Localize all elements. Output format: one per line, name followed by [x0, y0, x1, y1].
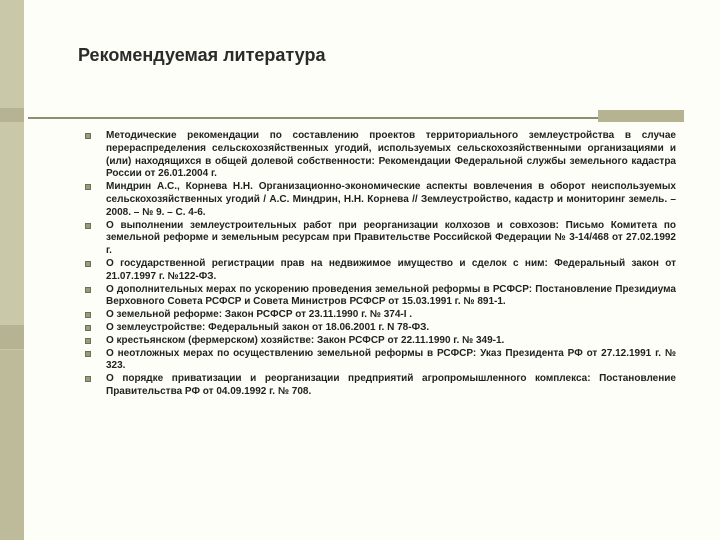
list-item	[84, 348, 676, 374]
reference-text: О землеустройстве: Федеральный закон от 18.06.2001 г. N 78-ФЗ.	[106, 321, 430, 333]
reference-text: Миндрин А.С., Корнева Н.Н. Организационно-экономические аспекты вовлечения в оборот неиспользуемых сельскохозяйственных угодий / А.С. Миндрин, Н.Н. Корнева // Землеустройство, кадастр и мониторинг земель. – 2008. – № 9. – С. 4-6.	[106, 181, 676, 218]
square-bullet-icon	[85, 351, 91, 357]
list-item	[84, 373, 676, 399]
reference-text: О неотложных мерах по осуществлению земельной реформы в РСФСР: Указ Президента РФ от 27.12.1991 г. № 323.	[106, 347, 676, 372]
square-bullet-icon	[85, 223, 91, 229]
strip-band	[0, 108, 24, 122]
reference-text: О выполнении землеустроительных работ при реорганизации колхозов и совхозов: Письмо Комитета по земельной реформе и земельным ресурсам при Правительстве Российской Федерации № 3-14/468 от 27.02.1992 г.	[106, 219, 676, 257]
reference-text: О земельной реформе: Закон РСФСР от 23.11.1990 г. № 374-I .	[106, 309, 413, 321]
title-divider	[28, 117, 684, 119]
square-bullet-icon	[85, 184, 91, 190]
strip-band	[0, 325, 24, 349]
square-bullet-icon	[85, 312, 91, 318]
list-item	[84, 335, 676, 348]
reference-list	[84, 130, 676, 399]
list-item	[84, 130, 676, 181]
square-bullet-icon	[85, 261, 91, 267]
list-item	[84, 220, 676, 258]
reference-text: О порядке приватизации и реорганизации предприятий агропромышленного комплекса: Постановление Правительства РФ от 04.09.1992 г. № 708.	[106, 373, 676, 397]
reference-text: О дополнительных мерах по ускорению проведения земельной реформы в РСФСР: Постановление Президиума Верховного Совета РСФСР и Совета Министров РСФСР от 15.03.1991 г. № 891-1.	[106, 283, 676, 308]
reference-text: О государственной регистрации прав на недвижимое имущество и сделок с ним: Федеральный закон от 21.07.1997 г. №122-ФЗ.	[106, 257, 676, 282]
reference-text: Методические рекомендации по составлению проектов территориального землеустройства в случае перераспределения сельскохозяйственных угодий, используемых сельскохозяйственными организациями и (или) находящихся в общей долевой собственности: Рекомендации Федеральной службы земельного кадастра России от 26.01.2004 г.	[106, 130, 676, 180]
slide-title: Рекомендуемая литература	[78, 45, 326, 65]
left-decorative-strip	[0, 0, 24, 540]
list-item	[84, 309, 676, 322]
reference-text: О крестьянском (фермерском) хозяйстве: Закон РСФСР от 22.11.1990 г. № 349-1.	[106, 334, 505, 346]
square-bullet-icon	[85, 325, 91, 331]
square-bullet-icon	[85, 338, 91, 344]
list-item	[84, 284, 676, 310]
accent-bar	[598, 110, 684, 122]
square-bullet-icon	[85, 133, 91, 139]
list-item	[84, 181, 676, 219]
list-item	[84, 322, 676, 335]
list-item	[84, 258, 676, 284]
square-bullet-icon	[85, 376, 91, 382]
strip-band	[0, 350, 24, 540]
square-bullet-icon	[85, 287, 91, 293]
